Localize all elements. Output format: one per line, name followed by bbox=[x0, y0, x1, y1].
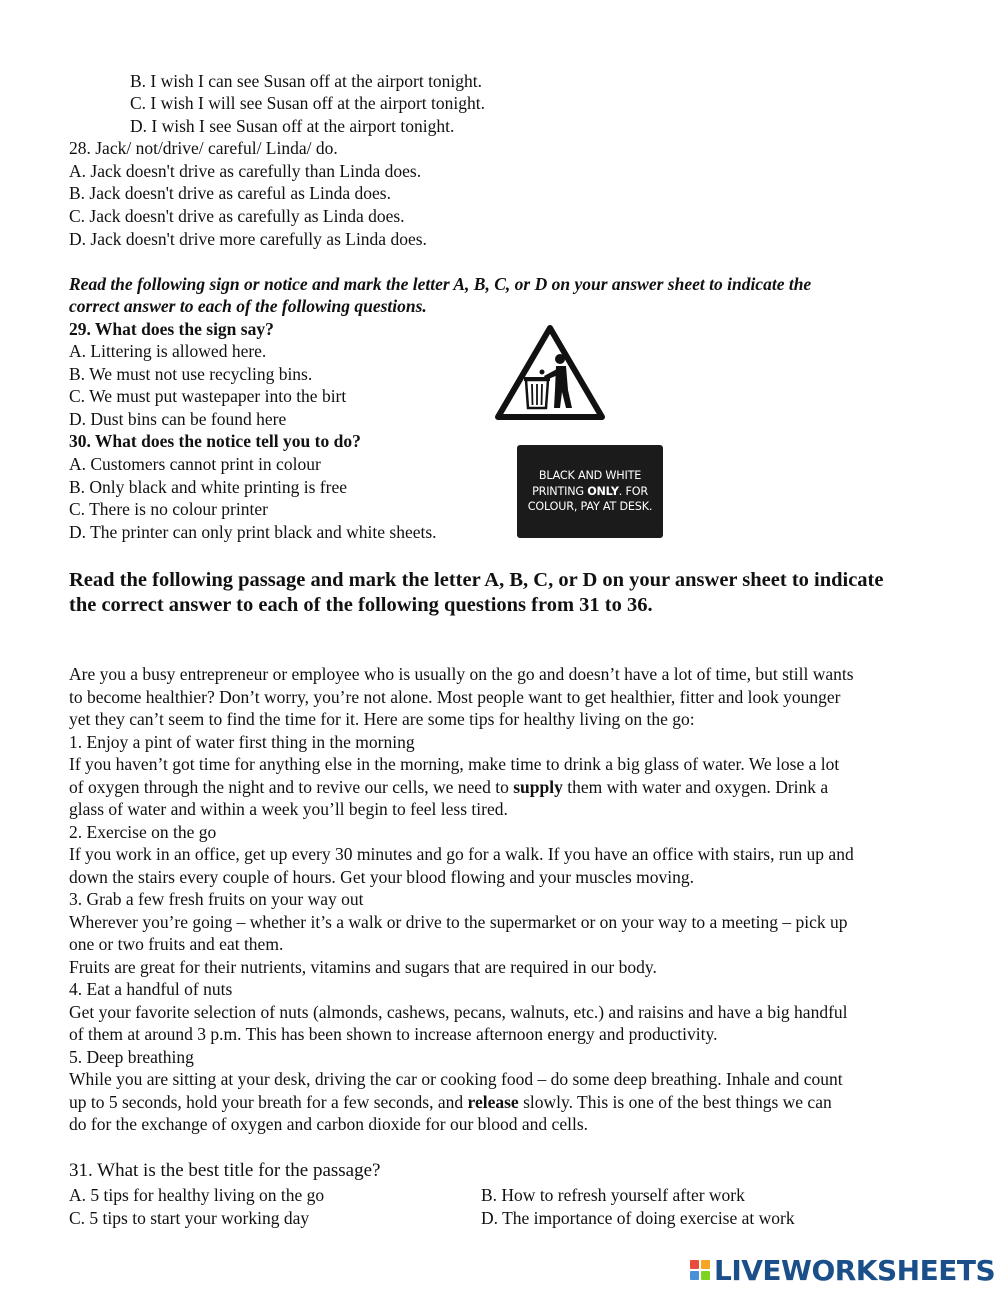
tip-heading-5: 5. Deep breathing bbox=[69, 1047, 194, 1067]
sign-instruction-line-1: Read the following sign or notice and mark the letter A, B, C, or D on your answer sheet to indicate the bbox=[69, 274, 812, 294]
notice-line-2: PRINTING ONLY. FOR bbox=[532, 484, 648, 498]
notice-line-3: COLOUR, PAY AT DESK. bbox=[527, 500, 653, 514]
notice-line-1: BLACK AND WHITE bbox=[538, 469, 642, 483]
q31-option-b: B. How to refresh yourself after work bbox=[481, 1185, 745, 1205]
q28-option-d: D. Jack doesn't drive more carefully as Linda does. bbox=[69, 229, 427, 249]
q27-option-b: B. I wish I can see Susan off at the airport tonight. bbox=[130, 71, 483, 91]
printing-notice bbox=[517, 445, 663, 538]
q30-option-c: C. There is no colour printer bbox=[69, 499, 268, 519]
highlight-supply: supply bbox=[513, 777, 563, 797]
passage-line: one or two fruits and eat them. bbox=[69, 934, 284, 954]
passage-line: glass of water and within a week you’ll begin to feel less tired. bbox=[69, 799, 508, 819]
person-head-icon bbox=[555, 354, 565, 364]
passage-line: If you work in an office, get up every 30 minutes and go for a walk. If you have an office with stairs, run up and bbox=[69, 844, 854, 864]
q28-option-a: A. Jack doesn't drive as carefully than Linda does. bbox=[69, 161, 422, 181]
passage-line: Are you a busy entrepreneur or employee who is usually on the go and doesn’t have a lot of time, but still wants bbox=[69, 664, 854, 684]
q30-option-b: B. Only black and white printing is free bbox=[69, 477, 347, 497]
q31-option-a: A. 5 tips for healthy living on the go bbox=[69, 1185, 325, 1205]
tip-heading-1: 1. Enjoy a pint of water first thing in the morning bbox=[69, 732, 415, 752]
q30-option-a: A. Customers cannot print in colour bbox=[69, 454, 321, 474]
q29-option-c: C. We must put wastepaper into the birt bbox=[69, 386, 347, 406]
q29-prompt: 29. What does the sign say? bbox=[69, 319, 274, 339]
q27-option-d: D. I wish I see Susan off at the airport tonight. bbox=[130, 116, 455, 136]
tip-heading-3: 3. Grab a few fresh fruits on your way out bbox=[69, 889, 364, 909]
q28-option-c: C. Jack doesn't drive as carefully as Linda does. bbox=[69, 206, 405, 226]
q27-option-c: C. I wish I will see Susan off at the airport tonight. bbox=[130, 93, 485, 113]
q31-option-c: C. 5 tips to start your working day bbox=[69, 1208, 310, 1228]
q28-prompt: 28. Jack/ not/drive/ careful/ Linda/ do. bbox=[69, 138, 338, 158]
tip-heading-2: 2. Exercise on the go bbox=[69, 822, 217, 842]
highlight-release: release bbox=[467, 1092, 519, 1112]
passage-instruction-line-2: the correct answer to each of the following questions from 31 to 36. bbox=[69, 594, 653, 616]
passage-line: of them at around 3 p.m. This has been shown to increase afternoon energy and productivity. bbox=[69, 1024, 718, 1044]
passage-line: Wherever you’re going – whether it’s a walk or drive to the supermarket or on your way to a meeting – pick up bbox=[69, 912, 848, 932]
passage-line: While you are sitting at your desk, driving the car or cooking food – do some deep breathing. Inhale and count bbox=[69, 1069, 843, 1089]
passage-line: of oxygen through the night and to revive our cells, we need to supply them with water and oxygen. Drink a bbox=[69, 777, 829, 797]
passage-line: yet they can’t seem to find the time for it. Here are some tips for healthy living on the go: bbox=[69, 709, 695, 729]
q31-prompt: 31. What is the best title for the passage? bbox=[69, 1160, 381, 1181]
tip-heading-4: 4. Eat a handful of nuts bbox=[69, 979, 233, 999]
passage-line: do for the exchange of oxygen and carbon dioxide for our blood and cells. bbox=[69, 1114, 589, 1134]
passage-line: Fruits are great for their nutrients, vitamins and sugars that are required in our body. bbox=[69, 957, 657, 977]
passage-instruction-line-1: Read the following passage and mark the letter A, B, C, or D on your answer sheet to indicate bbox=[69, 569, 884, 591]
passage-line: up to 5 seconds, hold your breath for a few seconds, and release slowly. This is one of the best things we can bbox=[69, 1092, 832, 1112]
q29-option-a: A. Littering is allowed here. bbox=[69, 341, 267, 361]
passage-line: to become healthier? Don’t worry, you’re not alone. Most people want to get healthier, fitter and look younger bbox=[69, 687, 841, 707]
passage-line: down the stairs every couple of hours. Get your blood flowing and your muscles moving. bbox=[69, 867, 695, 887]
dustbin-sign bbox=[494, 324, 606, 422]
sign-instruction-line-2: correct answer to each of the following questions. bbox=[69, 296, 427, 316]
q31-option-d: D. The importance of doing exercise at work bbox=[481, 1208, 795, 1228]
logo-text: LIVEWORKSHEETS bbox=[714, 1253, 996, 1287]
q30-option-d: D. The printer can only print black and white sheets. bbox=[69, 522, 437, 542]
passage-line: Get your favorite selection of nuts (almonds, cashews, pecans, walnuts, etc.) and raisins and have a big handful bbox=[69, 1002, 848, 1022]
q29-option-b: B. We must not use recycling bins. bbox=[69, 364, 313, 384]
q30-prompt: 30. What does the notice tell you to do? bbox=[69, 431, 361, 451]
passage-line: If you haven’t got time for anything else in the morning, make time to drink a big glass of water. We lose a lot bbox=[69, 754, 840, 774]
liveworksheets-mark-icon bbox=[690, 1260, 710, 1280]
q28-option-b: B. Jack doesn't drive as careful as Linda does. bbox=[69, 183, 391, 203]
q29-option-d: D. Dust bins can be found here bbox=[69, 409, 287, 429]
liveworksheets-logo bbox=[690, 1253, 995, 1287]
